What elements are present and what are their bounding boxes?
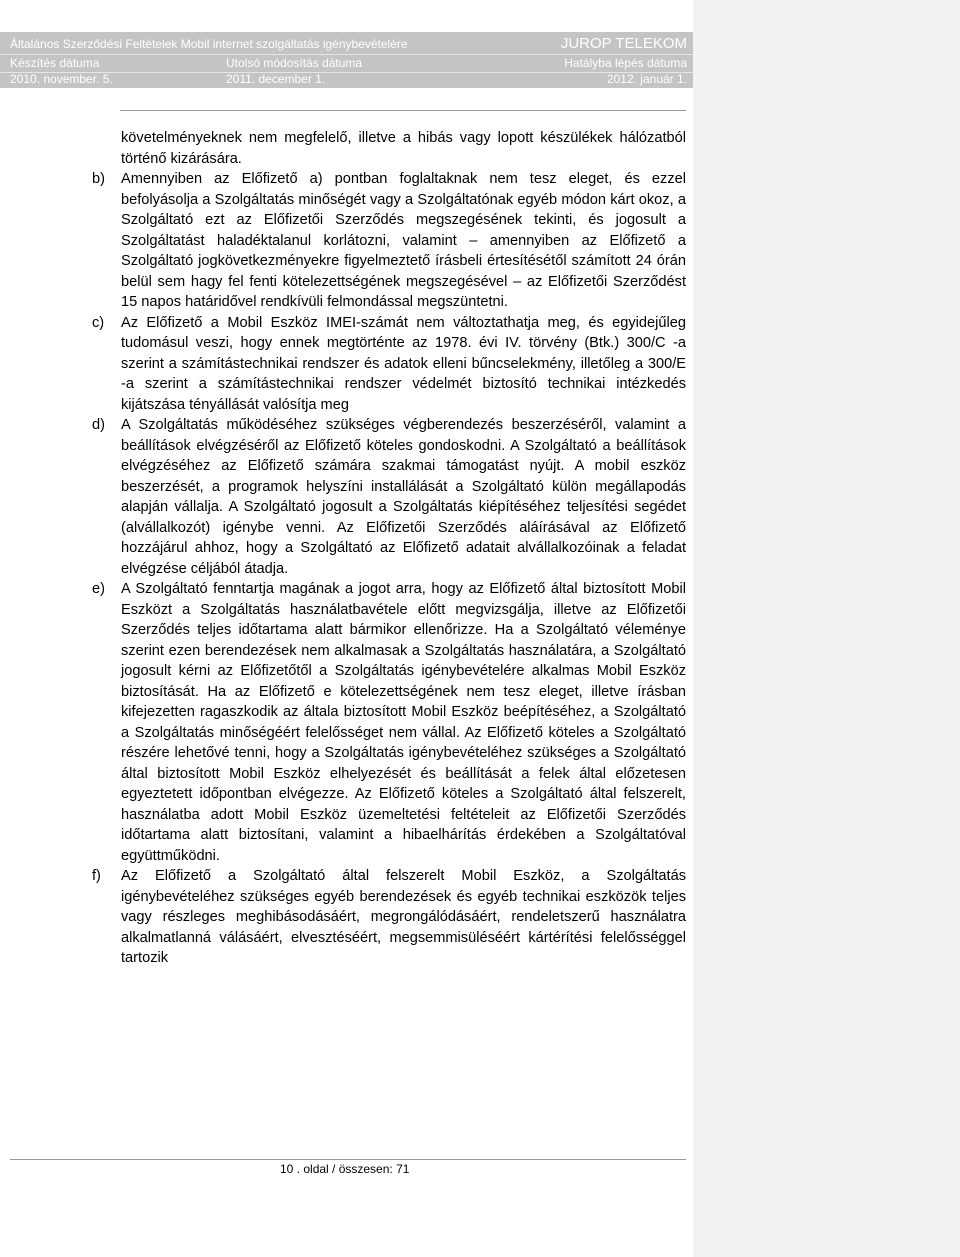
- effective-label: Hatályba lépés dátuma: [564, 56, 687, 70]
- document-body: [92, 128, 686, 969]
- list-item-label: c): [92, 314, 105, 331]
- header-date-row: [0, 70, 693, 88]
- list-item: [92, 415, 686, 579]
- list-item: [92, 169, 686, 313]
- list-item-label: d): [92, 417, 105, 433]
- list-item-text: Az Előfizető a Szolgáltató által felszerelt Mobil Eszköz, a Szolgáltatás igénybevételéhez szükséges egyéb berendezések és egyéb technikai eszközök teljes vagy részleges meghibásodásáért, megrongálódásáért, rendeletszerű használatra alkalmatlanná válásáért, elvesztéséért, megsemmisüléséért kártérítési felelősséggel tartozik: [121, 868, 686, 966]
- header-title-row: [0, 35, 693, 53]
- document-header: [0, 32, 693, 88]
- list-item: [92, 579, 686, 866]
- header-rule: [120, 110, 686, 111]
- list-item-text: A Szolgáltatás működéséhez szükséges végberendezés beszerzéséről, valamint a beállítások elvégzéséről az Előfizető köteles gondoskodni. A Szolgáltató a beállítások elvégzéséhez az Előfizető számára szakmai támogatást nyújt. A mobil eszköz beszerzését, a programok helyszíni installálását a Szolgáltató külön megállapodás alapján vállalja. A Szolgáltató jogosult a Szolgáltatás kiépítéséhez teljesítési segédet (alvállalkozót) igénybe venni. Az Előfizetői Szerződés aláírásával az Előfizető hozzájárul ahhoz, hogy a Szolgáltató az Előfizető adatait alvállalkozóinak a feladat elvégzése céljából átadja.: [121, 417, 686, 577]
- list-item-text: Amennyiben az Előfizető a) pontban foglaltaknak nem tesz eleget, és ezzel befolyásolja a Szolgáltatás minőségét vagy a Szolgáltatónak egyéb módon kárt okoz, a Szolgáltató ezt az Előfizetői Szerződés megszegésének tekinti, és jogosult a Szolgáltatást haladéktalanul korlátozni, valamint – amennyiben az Előfizető a Szolgáltató jogkövetkezményekre figyelmeztető írásbeli értesítésétől számított 24 órán belül sem hagy fel fenti kötelezettségének megszegésével – az Előfizetői Szerződést 15 napos határidővel rendkívüli felmondással megszüntetni.: [121, 171, 686, 310]
- list-item-text: A Szolgáltató fenntartja magának a jogot arra, hogy az Előfizető által biztosított Mobil Eszközt a Szolgáltatás használatbavétele előtt megvizsgálja, illetve az Előfizetői Szerződés teljes időtartama alatt bármikor ellenőrizze. Ha a Szolgáltató véleménye szerint ezen berendezések nem alkalmasak a Szolgáltatás használatára, a Szolgáltató jogosult kérni az Előfizetőtől a Szolgáltatás igénybevételére alkalmas Mobil Eszköz biztosítását. Ha az Előfizető e kötelezettségének nem tesz eleget, illetve írásban kifejezetten ragaszkodik az általa biztosított Mobil Eszköz beépítéséhez, a Szolgáltató a Szolgáltatás minőségéért felelősséget nem vállal. Az Előfizető köteles a Szolgáltató részére lehetővé tenni, hogy a Szolgáltatás igénybevételéhez szükséges a Szolgáltató által biztosított Mobil Eszköz elhelyezését és beállítását a felek által előzetesen egyeztetett időpontban elvégezze. Az Előfizető köteles a Szolgáltató által felszerelt, használatba adott Mobil Eszköz üzemeltetési feltételeit az Előfizetői Szerződés időtartama alatt biztosítani, valamint a hibaelhárítás érdekében a Szolgáltatóval együttműködni.: [121, 581, 686, 864]
- document-title: Általános Szerződési Feltételek Mobil internet szolgáltatás igénybevételére: [10, 37, 408, 51]
- comment-margin: [693, 0, 960, 1257]
- created-label: Készítés dátuma: [10, 56, 100, 70]
- list-item-label: e): [92, 581, 105, 597]
- list-item: [92, 313, 686, 416]
- modified-date: 2011. december 1.: [226, 72, 326, 86]
- created-date: 2010. november. 5.: [10, 72, 113, 86]
- company-name: JUROP TELEKOM: [560, 35, 687, 52]
- paragraph-text: követelményeknek nem megfelelő, illetve a hibás vagy lopott készülékek hálózatból történő kizárására.: [121, 130, 686, 167]
- page-number: 10 . oldal / összesen: 71: [280, 1162, 410, 1176]
- footer-rule: [10, 1159, 686, 1160]
- list-item: [92, 866, 686, 969]
- continuation-paragraph: [92, 128, 686, 169]
- list-item-label: f): [92, 868, 101, 884]
- list-item-text: Az Előfizető a Mobil Eszköz IMEI-számát nem változtathatja meg, és egyidejűleg tudomásul veszi, hogy ennek megtörténte az 1978. évi IV. törvény (Btk.) 300/C -a szerint a számítástechnikai rendszer és adatok elleni bűncselekmény, illetőleg a 300/E -a szerint a számítástechnikai rendszer védelmét biztosító technikai intézkedés kijátszása tényállását valósítja meg: [121, 314, 686, 413]
- effective-date: 2012. január 1.: [606, 72, 687, 86]
- modified-label: Utolsó módosítás dátuma: [226, 56, 363, 70]
- list-item-label: b): [92, 171, 105, 187]
